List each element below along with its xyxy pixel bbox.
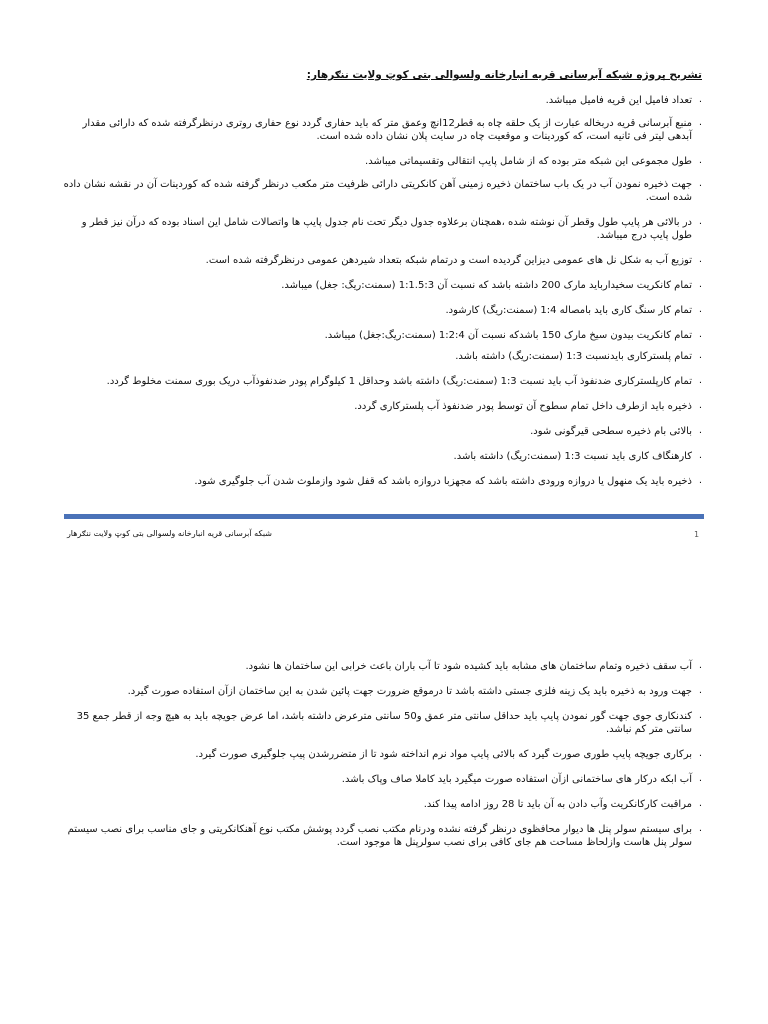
spec-item-stone-masonry: . تمام کار سنگ کاری باید بامصاله 1:4 (سمنت:ریگ) کارشود. [62, 304, 702, 317]
document-title: تشریح پروژه شبکه آبرسانی قریه انبارخانه ولسوالی بتی کوټ ولایت ننګرهار: [306, 69, 702, 81]
spec-item-pipe-labels: . در بالائی هر پایپ طول وقطر آن نوشته شده ،همچنان برعلاوه جدول دیگر تحت نام جدول پایپ ها واتصالات شامل این اسناد بوده که درآن نیز قطر و طول پایپ درج میباشد. [62, 216, 702, 242]
spec-item-solar-panels: . برای سیستم سولر پنل ها دیوار محافظوی درنظر گرفته نشده ودرنام مکتب نصب گردد پوشش مکتب نوع آهنکانکریتی و جای مناسب برای نصب سیستم سولر پنل هاست وازلحاظ مساحت هم جای کافی برای نصب سولرپنل ها موجود است. [62, 823, 702, 849]
spec-item-clean-water: . آب ابکه درکار های ساختمانی ازآن استفاده صورت میگیرد باید کاملا صاف وپاک باشد. [62, 773, 702, 786]
spec-item-water-source: . منبع آبرسانی قریه دربخاله عبارت از یک حلقه چاه به قطر12انچ وعمق متر که باید حفاری گردد نوع حفاری روتری درنظرگرفته شده که دارائی مقدار آبدهی لیتر فی ثانیه است، که کوردینات و موقعیت چاه در سایت پلان نشان داده شده است. [62, 117, 702, 143]
spec-item-public-taps: . توزیع آب به شکل نل های عمومی دیزاین گردیده است و درتمام شبکه بتعداد شیردهن عمومی درنظرگرفته شده است. [62, 254, 702, 267]
spec-item-families: . تعداد فامیل این قریه فامیل میباشد. [62, 94, 702, 107]
spec-item-roof-drainage: . آب سقف ذخیره وتمام ساختمان های مشابه باید کشیده شود تا آب باران باعث خرابی این ساختمان ها نشود. [62, 660, 702, 673]
spec-item-plain-concrete: . تمام کانکریت بیدون سیخ مارک 150 باشدکه نسبت آن 1:2:4 (سمنت:ریگ:جغل) میباشد. [62, 329, 702, 342]
specification-list-page-2 [62, 660, 702, 849]
spec-item-pointing: . کارهنگاف کاری باید نسبت 1:3 (سمنت:ریگ) داشته باشد. [62, 450, 702, 463]
spec-item-trench: . کندنکاری جوی جهت گور نمودن پایپ باید حداقل سانتی متر عمق و50 سانتی مترعرض داشته باشد، اما عرض جویچه باید به هیچ وجه از قطر جمع 35 سانتی متر کم نباشد. [62, 710, 702, 736]
spec-item-plaster: . تمام پلسترکاری بایدنسبت 1:3 (سمنت:ریگ) داشته باشد. [62, 350, 702, 363]
footer-divider [64, 514, 704, 519]
spec-item-manhole: . ذخیره باید یک منهول یا دروازه ورودی داشته باشد که مجهزبا دروازه باشد که قفل شود وازملوث شدن آب جلوگیری شود. [62, 475, 702, 488]
specification-list-page-1 [62, 94, 702, 488]
spec-item-backfill: . برکاری جویچه پایپ طوری صورت گیرد که بالائی پایپ مواد نرم انداخته شود تا از متضررشدن پیپ جلوگیری صورت گیرد. [62, 748, 702, 761]
spec-item-reservoir-interior: . ذخیره باید ازطرف داخل تمام سطوح آن توسط پودر ضدنفوذ آب پلسترکاری گردد. [62, 400, 702, 413]
page-footer: شبکه آبرسانی قریه انبارخانه ولسوالی بتی کوټ ولایت ننګرهار [66, 529, 272, 538]
page-number: 1 [694, 530, 700, 539]
spec-item-reinforced-concrete: . تمام کانکریت سخیدارباید مارک 200 داشته باشد که نسبت آن 1:1.5:3 (سمنت:ریگ: جغل) میباشد. [62, 279, 702, 292]
spec-item-waterproof-plaster: . تمام کارپلسترکاری ضدنفوذ آب باید نسبت 1:3 (سمنت:ریگ) داشته باشد وحداقل 1 کیلوگرام پودر ضدنفوذآب دریک بوری سمنت مخلوط گردد. [62, 375, 702, 388]
spec-item-network-length: . طول مجموعی این شبکه متر بوده که از شامل پایپ انتقالی وتقسیماتی میباشد. [62, 155, 702, 168]
spec-item-reservoir: . جهت ذخیره نمودن آب در یک باب ساختمان ذخیره زمینی آهن کانکریتی دارائی ظرفیت متر مکعب درنظر گرفته شده که کوردینات آن در نقشه نشان داده شده است. [62, 178, 702, 204]
spec-item-ladder: . جهت ورود به ذخیره باید یک زینه فلزی جستی داشته باشد تا درموقع ضرورت جهت پائین شدن به این ساختمان ازآن استفاده صورت گیرد. [62, 685, 702, 698]
spec-item-curing: . مراقبت کارکانکریت وآب دادن به آن باید تا 28 روز ادامه پیدا کند. [62, 798, 702, 811]
spec-item-roof-bitumen: . بالائی بام ذخیره سطحی قیرگونی شود. [62, 425, 702, 438]
